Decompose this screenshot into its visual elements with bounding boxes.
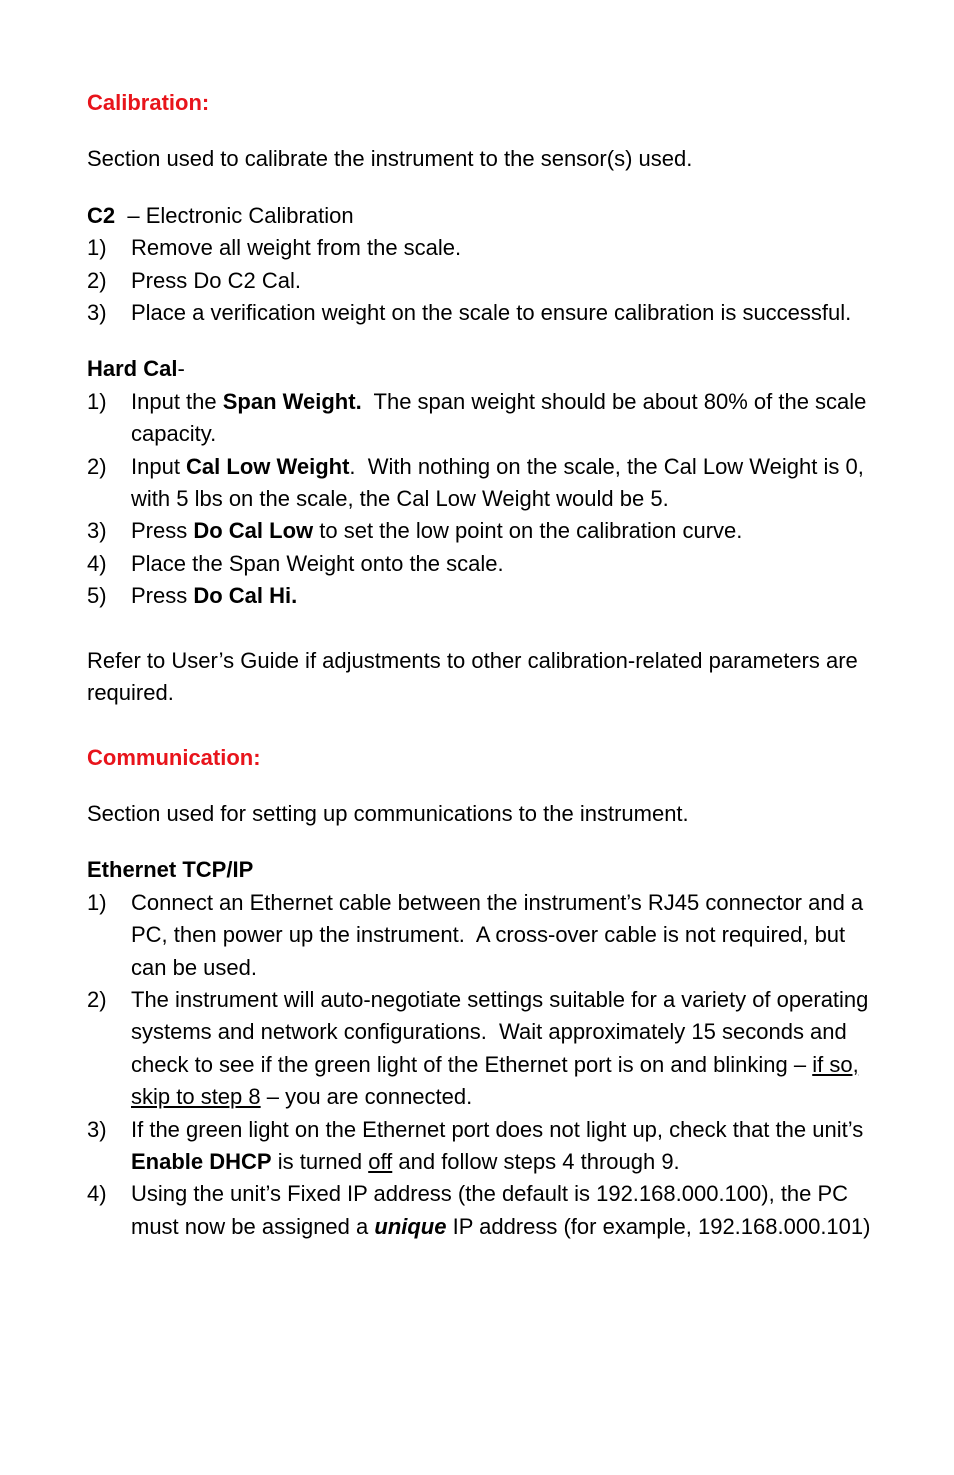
step-text: IP address (for example, 192.168.000.101) (446, 1213, 871, 1239)
step-emphasis: Enable DHCP (131, 1148, 272, 1174)
step-text: Press Do C2 Cal. (131, 267, 301, 293)
ethernet-title: Ethernet TCP/IP (87, 857, 254, 883)
step-text: Input (131, 453, 187, 479)
step-text: If the green light on the Ethernet port does not light up, check that the unit’s (131, 1116, 864, 1142)
ethernet-step (87, 1114, 884, 1179)
step-underline: off (368, 1148, 393, 1174)
step-text: The instrument will auto-negotiate settings suitable for a variety of operating systems and network configurations. Wait approximately 15 seconds and check to see if the green light of the Ethernet port is on and blinking – (131, 986, 875, 1077)
ethernet-steps (87, 887, 884, 1243)
step-number: 3) (87, 300, 107, 326)
step-number: 3) (87, 1116, 107, 1142)
step-text: Press (131, 583, 194, 609)
step-text: Using the unit’s Fixed IP address (the default is 192.168.000.100), the PC must now be assigned a (131, 1181, 849, 1239)
step-number: 3) (87, 518, 107, 544)
communication-heading: Communication: (87, 744, 261, 770)
hard-cal-title: Hard Cal (87, 356, 178, 382)
step-emphasis: unique (374, 1213, 447, 1239)
c2-step (87, 265, 884, 297)
hard-cal-step (87, 580, 884, 612)
hard-cal-steps (87, 386, 884, 613)
c2-title-line (87, 200, 884, 232)
step-text: to set the low point on the calibration curve. (313, 518, 743, 544)
calibration-intro: Section used to calibrate the instrument to the sensor(s) used. (87, 146, 693, 172)
step-emphasis: Cal Low Weight (186, 453, 350, 479)
step-number: 4) (87, 1181, 107, 1207)
step-number: 1) (87, 235, 107, 261)
step-text: . With nothing on the scale, the Cal Low Weight is 0, with 5 lbs on the scale, the Cal Low Weight would be 5. (131, 453, 870, 512)
step-number: 2) (87, 267, 107, 293)
ethernet-step (87, 1178, 884, 1243)
refer-note: Refer to User’s Guide if adjustments to other calibration-related parameters are required. (87, 647, 858, 706)
step-number: 2) (87, 986, 107, 1012)
communication-intro: Section used for setting up communications to the instrument. (87, 800, 689, 826)
ethernet-step (87, 984, 884, 1114)
step-text: Press (131, 518, 194, 544)
calibration-heading: Calibration: (87, 90, 210, 115)
c2-title: C2 (87, 202, 116, 228)
step-emphasis: Do Cal Low (193, 518, 314, 544)
step-number: 1) (87, 889, 107, 915)
step-text: and follow steps 4 through 9. (392, 1148, 680, 1174)
step-number: 5) (87, 583, 107, 609)
c2-step (87, 297, 884, 329)
step-emphasis: Do Cal Hi. (193, 583, 298, 609)
step-text: Remove all weight from the scale. (131, 235, 462, 261)
ethernet-step (87, 887, 884, 984)
step-number: 1) (87, 388, 107, 414)
c2-step (87, 232, 884, 264)
step-number: 4) (87, 550, 107, 576)
hard-cal-title-line (87, 353, 884, 385)
step-text: Connect an Ethernet cable between the instrument’s RJ45 connector and a PC, then power up the instrument. A cross-over cable is not required, but can be used. (131, 889, 870, 980)
step-text: – you are connected. (260, 1084, 473, 1110)
step-text: is turned (271, 1148, 369, 1174)
hard-cal-step (87, 451, 884, 516)
step-text: The span weight should be about 80% of the scale capacity. (131, 388, 873, 447)
step-underline: if so, skip to step 8 (131, 1051, 859, 1110)
c2-title-rest: – Electronic Calibration (115, 202, 354, 228)
hard-cal-step (87, 548, 884, 580)
step-text: Place the Span Weight onto the scale. (131, 550, 504, 576)
step-text: Input the (131, 388, 223, 414)
hard-cal-title-rest: - (177, 356, 185, 382)
hard-cal-step (87, 386, 884, 451)
step-text: Place a verification weight on the scale to ensure calibration is successful. (131, 300, 852, 326)
c2-steps (87, 232, 884, 329)
step-emphasis: Span Weight. (222, 388, 362, 414)
hard-cal-step (87, 515, 884, 547)
step-number: 2) (87, 453, 107, 479)
